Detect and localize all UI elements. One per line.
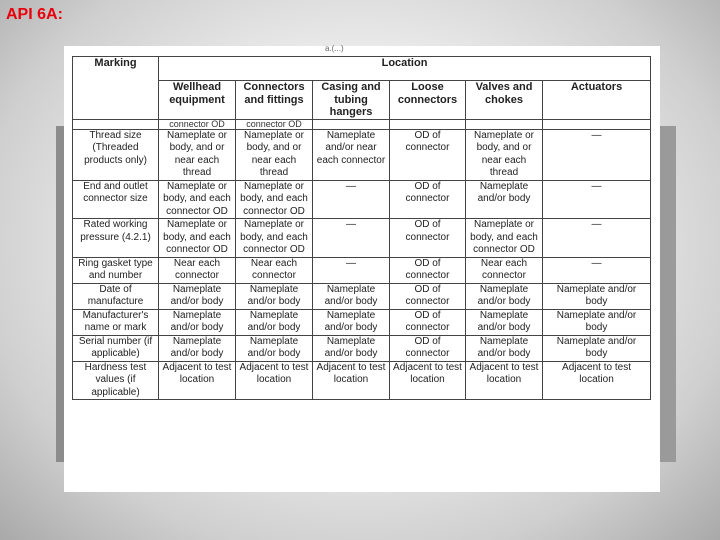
location-cell: —: [543, 180, 651, 219]
column-header: Valves and chokes: [466, 81, 543, 120]
location-cell: Nameplate or body, and each connector OD: [236, 219, 313, 258]
location-cell: OD of connector: [390, 257, 466, 283]
slide-title: API 6A:: [6, 6, 63, 23]
column-header: Connectors and fittings: [236, 81, 313, 120]
column-header: Casing and tubing hangers: [313, 81, 390, 120]
marking-cell: End and outlet connector size: [73, 180, 159, 219]
location-cell: Nameplate and/or near each connector: [313, 129, 390, 180]
table-row: [73, 361, 651, 400]
location-cell: Nameplate and/or body: [466, 283, 543, 309]
location-cell: —: [313, 257, 390, 283]
location-cell: OD of connector: [390, 219, 466, 258]
location-cell: Nameplate or body, and each connector OD: [159, 219, 236, 258]
location-cell: Nameplate or body, and each connector OD: [236, 180, 313, 219]
location-header: Location: [159, 57, 651, 81]
cutoff-row: [73, 119, 651, 129]
location-cell: Nameplate and/or body: [466, 180, 543, 219]
location-cell: Near each connector: [159, 257, 236, 283]
location-cell: —: [543, 219, 651, 258]
location-cell: —: [543, 257, 651, 283]
location-cell: Near each connector: [466, 257, 543, 283]
location-cell: Nameplate and/or body: [313, 335, 390, 361]
location-cell: OD of connector: [390, 283, 466, 309]
location-cell: Nameplate or body, and each connector OD: [466, 219, 543, 258]
location-cell: Nameplate and/or body: [236, 309, 313, 335]
marking-cell: Ring gasket type and number: [73, 257, 159, 283]
location-cell: OD of connector: [390, 180, 466, 219]
location-cell: Nameplate and/or body: [313, 283, 390, 309]
table-row: [73, 180, 651, 219]
location-cell: —: [543, 129, 651, 180]
location-cell: Nameplate or body, and or near each thread: [466, 129, 543, 180]
location-cell: OD of connector: [390, 335, 466, 361]
location-cell: Nameplate or body, and or near each thread: [236, 129, 313, 180]
location-cell: Nameplate and/or body: [466, 335, 543, 361]
marking-cell: Hardness test values (if applicable): [73, 361, 159, 400]
marking-header: Marking: [73, 57, 159, 120]
location-cell: Adjacent to test location: [390, 361, 466, 400]
table-row: [73, 335, 651, 361]
table-row: [73, 219, 651, 258]
location-cell: OD of connector: [390, 309, 466, 335]
location-cell: Adjacent to test location: [236, 361, 313, 400]
location-cell: Nameplate and/or body: [159, 335, 236, 361]
location-cell: Adjacent to test location: [159, 361, 236, 400]
marking-cell: Thread size (Threaded products only): [73, 129, 159, 180]
table-row: [73, 257, 651, 283]
scan-fragment: a.(...): [325, 44, 344, 53]
column-header: Actuators: [543, 81, 651, 120]
marking-cell: Manufacturer's name or mark: [73, 309, 159, 335]
table-row: [73, 129, 651, 180]
marking-cell: Rated working pressure (4.2.1): [73, 219, 159, 258]
location-cell: Nameplate and/or body: [543, 335, 651, 361]
location-cell: Adjacent to test location: [466, 361, 543, 400]
location-cell: Nameplate and/or body: [236, 335, 313, 361]
location-cell: Nameplate or body, and each connector OD: [159, 180, 236, 219]
location-cell: Nameplate and/or body: [159, 309, 236, 335]
column-header: Wellhead equipment: [159, 81, 236, 120]
location-cell: Nameplate and/or body: [236, 283, 313, 309]
scan-edge-left: [56, 126, 64, 462]
location-cell: Adjacent to test location: [543, 361, 651, 400]
table-row: [73, 283, 651, 309]
cutoff-cell: connector OD: [236, 119, 313, 129]
location-cell: OD of connector: [390, 129, 466, 180]
location-cell: Nameplate and/or body: [159, 283, 236, 309]
location-cell: Nameplate and/or body: [466, 309, 543, 335]
column-header: Loose connectors: [390, 81, 466, 120]
location-cell: Nameplate and/or body: [543, 283, 651, 309]
cutoff-cell: connector OD: [159, 119, 236, 129]
marking-cell: Serial number (if applicable): [73, 335, 159, 361]
location-cell: Adjacent to test location: [313, 361, 390, 400]
location-cell: Nameplate or body, and or near each thread: [159, 129, 236, 180]
marking-cell: Date of manufacture: [73, 283, 159, 309]
location-cell: —: [313, 180, 390, 219]
table-row: [73, 309, 651, 335]
location-cell: Near each connector: [236, 257, 313, 283]
location-cell: Nameplate and/or body: [313, 309, 390, 335]
marking-requirements-table: [72, 56, 651, 400]
location-cell: Nameplate and/or body: [543, 309, 651, 335]
location-cell: —: [313, 219, 390, 258]
